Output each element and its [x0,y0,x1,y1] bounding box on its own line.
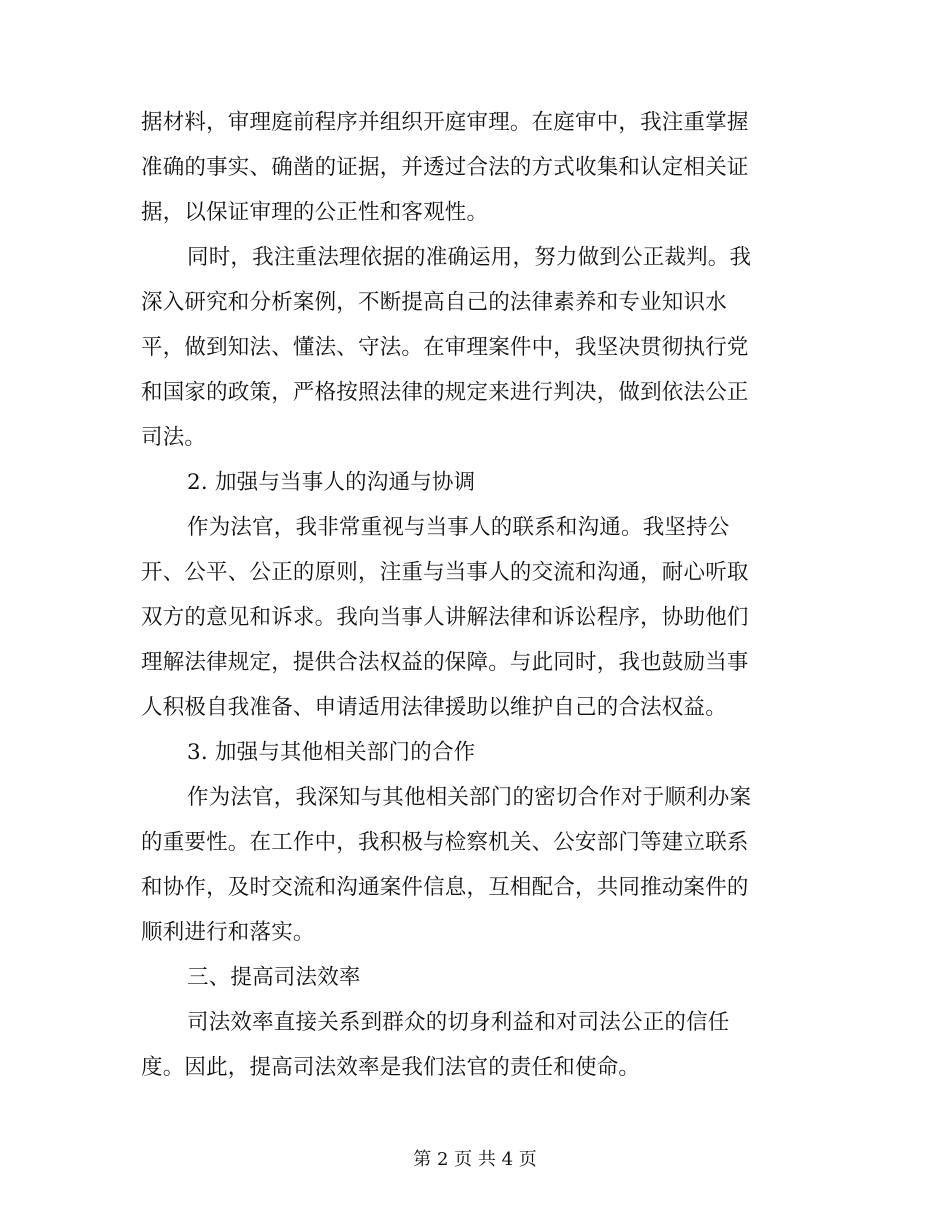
paragraph-first-line: 司法效率直接关系到群众的切身利益和对司法公正的信任 [187,1010,730,1035]
text-line: 顺利进行和落实。 [141,920,315,945]
text-line: 司法。 [141,425,207,450]
document-body [141,100,801,1090]
paragraph-first-line: 同时，我注重法理依据的准确运用，努力做到公正裁判。我 [187,245,752,270]
text-line: 和协作，及时交流和沟通案件信息，互相配合，共同推动案件的 [141,875,749,900]
text-line: 和国家的政策，严格按照法律的规定来进行判决，做到依法公正 [141,380,749,405]
text-line: 深入研究和分析案例，不断提高自己的法律素养和专业知识水 [141,290,727,315]
text-line: 平，做到知法、懂法、守法。在审理案件中，我坚决贯彻执行党 [141,335,749,360]
text-line: 双方的意见和诉求。我向当事人讲解法律和诉讼程序，协助他们 [141,605,749,630]
text-line: 开、公平、公正的原则，注重与当事人的交流和沟通，耐心听取 [141,560,749,585]
text-line: 据材料，审理庭前程序并组织开庭审理。在庭审中，我注重掌握 [141,110,749,135]
paragraph-first-line: 作为法官，我深知与其他相关部门的密切合作对于顺利办案 [187,785,752,810]
text-line: 度。因此，提高司法效率是我们法官的责任和使命。 [141,1055,641,1080]
text-line: 人积极自我准备、申请适用法律援助以维护自己的合法权益。 [141,695,727,720]
text-line: 理解法律规定，提供合法权益的保障。与此同时，我也鼓励当事 [141,650,749,675]
section-heading: 2. 加强与当事人的沟通与协调 [187,470,476,495]
section-heading: 三、提高司法效率 [187,965,361,990]
page-number-footer: 第 2 页 共 4 页 [413,1149,537,1170]
paragraph-first-line: 作为法官，我非常重视与当事人的联系和沟通。我坚持公 [187,515,730,540]
text-line: 准确的事实、确凿的证据，并透过合法的方式收集和认定相关证 [141,155,749,180]
text-line: 的重要性。在工作中，我积极与检察机关、公安部门等建立联系 [141,830,749,855]
text-line: 据，以保证审理的公正性和客观性。 [141,200,489,225]
section-heading: 3. 加强与其他相关部门的合作 [187,740,476,765]
